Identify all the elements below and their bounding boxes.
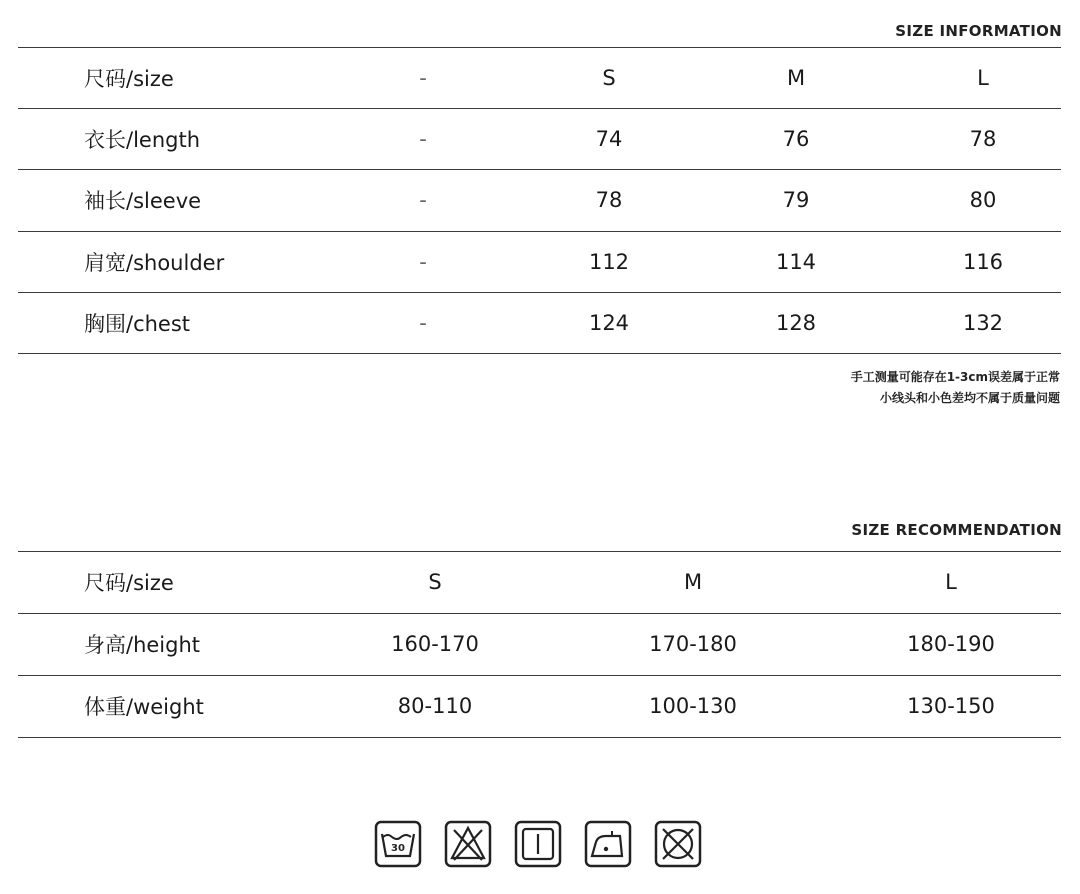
table-row (18, 292, 1061, 353)
wash-temp-label: 30 (391, 843, 405, 854)
row-label: 胸围/chest (84, 311, 191, 336)
do-not-bleach-icon (444, 820, 492, 868)
table-row (18, 675, 1061, 737)
care-symbols (374, 820, 702, 868)
table-cell: 79 (782, 188, 810, 212)
table-cell: 76 (782, 126, 810, 151)
table-cell: 78 (969, 126, 997, 151)
wash-30-icon (374, 820, 422, 868)
row-label: 体重/weight (84, 695, 204, 719)
table-cell: - (419, 126, 427, 151)
size-information-table (18, 47, 1061, 354)
size-recommendation-title: SIZE RECOMMENDATION (851, 521, 1062, 539)
header-label: 尺码/size (84, 571, 174, 595)
row-label: 衣长/length (84, 127, 201, 152)
size-recommendation-table (18, 551, 1061, 739)
table-cell: - (419, 188, 427, 212)
header-cell: M (683, 570, 703, 594)
table-cell: - (419, 249, 427, 274)
size-information-title: SIZE INFORMATION (895, 22, 1062, 40)
iron-low-icon (584, 820, 632, 868)
table-rule (18, 353, 1061, 354)
row-label: 身高/height (84, 633, 201, 657)
row-label: 袖长/sleeve (84, 189, 202, 213)
table-cell: 170-180 (649, 632, 737, 656)
table-cell: 80-110 (397, 694, 473, 718)
table-row (18, 108, 1061, 169)
table-header-row (18, 47, 1061, 108)
table-cell: 112 (588, 249, 630, 274)
measurement-note (851, 367, 1060, 409)
table-cell: 132 (962, 310, 1004, 335)
tumble-dry-icon (514, 820, 562, 868)
table-cell: 78 (595, 188, 623, 212)
table-rule (18, 737, 1061, 738)
table-cell: 160-170 (391, 632, 479, 656)
table-header-row (18, 551, 1061, 613)
table-row (18, 613, 1061, 675)
table-cell: 180-190 (907, 632, 995, 656)
header-cell: - (419, 65, 427, 90)
note-line: 手工测量可能存在1-3cm误差属于正常 (850, 370, 1060, 384)
table-cell: - (419, 310, 427, 335)
table-cell: 116 (962, 249, 1004, 274)
table-cell: 128 (775, 310, 817, 335)
table-cell: 114 (775, 249, 817, 274)
row-label: 肩宽/shoulder (84, 250, 225, 275)
table-cell: 100-130 (649, 694, 737, 718)
table-cell: 124 (588, 310, 630, 335)
table-cell: 80 (969, 188, 997, 212)
note-line: 小线头和小色差均不属于质量问题 (879, 391, 1060, 405)
header-cell: S (428, 570, 442, 594)
header-label: 尺码/size (84, 66, 174, 91)
table-row (18, 231, 1061, 292)
header-cell: L (977, 65, 989, 90)
header-cell: S (602, 65, 616, 90)
do-not-dry-clean-icon (654, 820, 702, 868)
table-cell: 74 (595, 126, 623, 151)
header-cell: M (786, 65, 806, 90)
table-cell: 130-150 (907, 694, 995, 718)
table-row (18, 169, 1061, 231)
header-cell: L (945, 570, 957, 594)
